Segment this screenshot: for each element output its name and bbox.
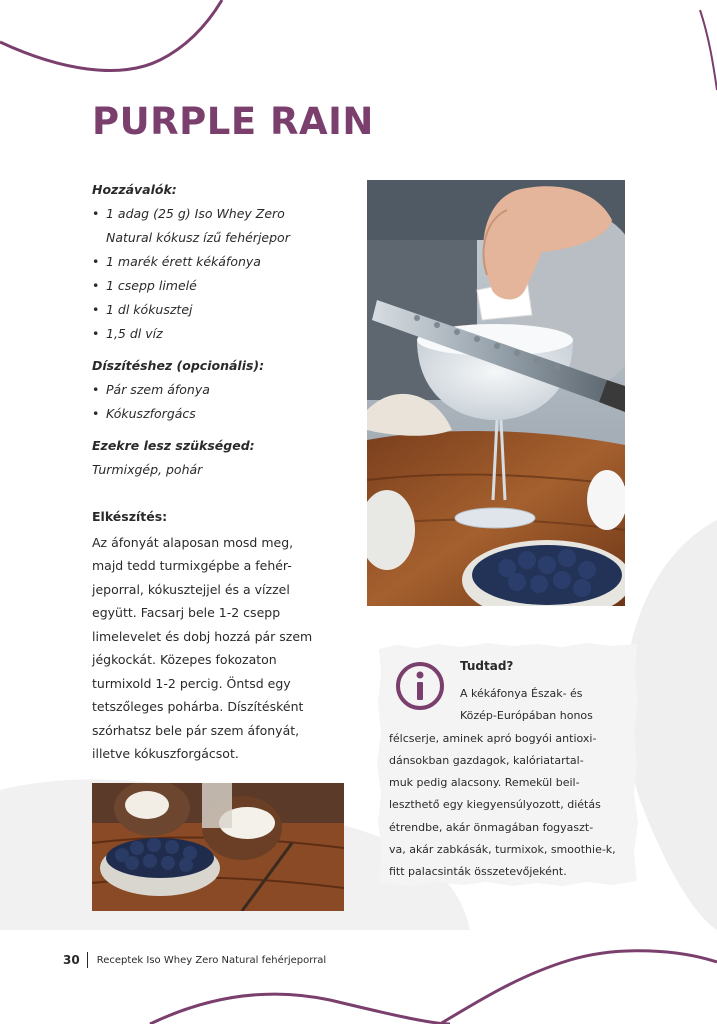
drink-photo <box>367 180 625 606</box>
method-line: limelevelet és dobj hozzá pár szem <box>92 628 313 644</box>
ingredients-section <box>92 178 347 482</box>
garnish-item: • Pár szem áfonya <box>92 378 347 402</box>
tip-line: muk pedig alacsony. Remekül beil- <box>389 776 580 790</box>
blueberry-coconut-photo <box>92 783 344 911</box>
method-line: jeporral, kókusztejjel és a vízzel <box>92 581 290 597</box>
tip-card <box>377 643 639 886</box>
page-footer <box>63 952 326 968</box>
tip-line: dánsokban gazdagok, kalóriatartal- <box>389 753 584 767</box>
ingredient-item <box>92 202 347 250</box>
method-line: Az áfonyát alaposan mosd meg, <box>92 534 294 550</box>
wave-top-left <box>0 0 222 70</box>
method-line: illetve kókuszforgácsot. <box>92 746 239 761</box>
footer-text: Receptek Iso Whey Zero Natural fehérjeporral <box>96 954 327 966</box>
garnish-heading: Díszítéshez (opcionális): <box>92 358 265 373</box>
method-line: tetszőleges pohárba. Díszítésként <box>92 699 304 714</box>
garnish-item: • Kókuszforgács <box>92 402 347 426</box>
tip-line: félcserje, aminek apró bogyói antioxi- <box>389 731 597 745</box>
ingredient-text: 1 marék érett kékáfonya <box>106 254 261 269</box>
ingredient-text: 1,5 dl víz <box>106 326 163 341</box>
tip-line: étrendbe, akár önmagában fogyaszt- <box>389 820 594 834</box>
garnish-list <box>92 378 347 426</box>
tip-title: Tudtad? <box>460 659 514 673</box>
ingredient-text: 1 csepp limelé <box>106 278 197 293</box>
ingredients-heading: Hozzávalók: <box>92 182 177 197</box>
page-number: 30 <box>63 953 80 967</box>
tools-text: Turmixgép, pohár <box>92 462 203 477</box>
method-line: majd tedd turmixgépbe a fehér- <box>92 558 292 573</box>
tip-line: va, akár zabkásák, turmixok, smoothie-k, <box>389 843 616 857</box>
tip-line: leszthető egy kiegyensúlyozott, diétás <box>389 798 601 812</box>
method-heading: Elkészítés: <box>92 509 168 524</box>
ingredient-item <box>92 298 347 322</box>
ingredients-list <box>92 202 347 346</box>
recipe-title: PURPLE RAIN <box>92 100 374 143</box>
ingredient-item <box>92 322 347 346</box>
tools-heading: Ezekre lesz szükséged: <box>92 438 255 453</box>
method-line: együtt. Facsarj bele 1-2 csepp <box>92 605 281 620</box>
footer-divider <box>87 952 88 968</box>
method-line: szórhatsz bele pár szem áfonyát, <box>92 722 300 738</box>
wave-right-top <box>700 10 717 90</box>
tip-line: Közép-Európában honos <box>460 709 593 723</box>
ingredient-item <box>92 274 347 298</box>
method-line: turmixold 1-2 percig. Öntsd egy <box>92 675 291 691</box>
ingredient-item <box>92 250 347 274</box>
ingredient-text: 1 dl kókusztej <box>106 302 193 317</box>
ingredient-text-continued: Natural kókusz ízű fehérjepor <box>106 230 290 245</box>
tip-line: A kékáfonya Észak- és <box>460 687 583 700</box>
tip-body <box>389 683 639 884</box>
wave-bottom <box>150 994 450 1024</box>
ingredient-text: • 1 adag (25 g) Iso Whey Zero <box>106 206 285 221</box>
tip-line: fitt palacsinták összetevőjeként. <box>389 865 567 879</box>
method-line: jégkockát. Közepes fokozaton <box>92 652 277 667</box>
wave-bottom-right <box>440 951 717 1024</box>
method-section <box>92 505 347 766</box>
